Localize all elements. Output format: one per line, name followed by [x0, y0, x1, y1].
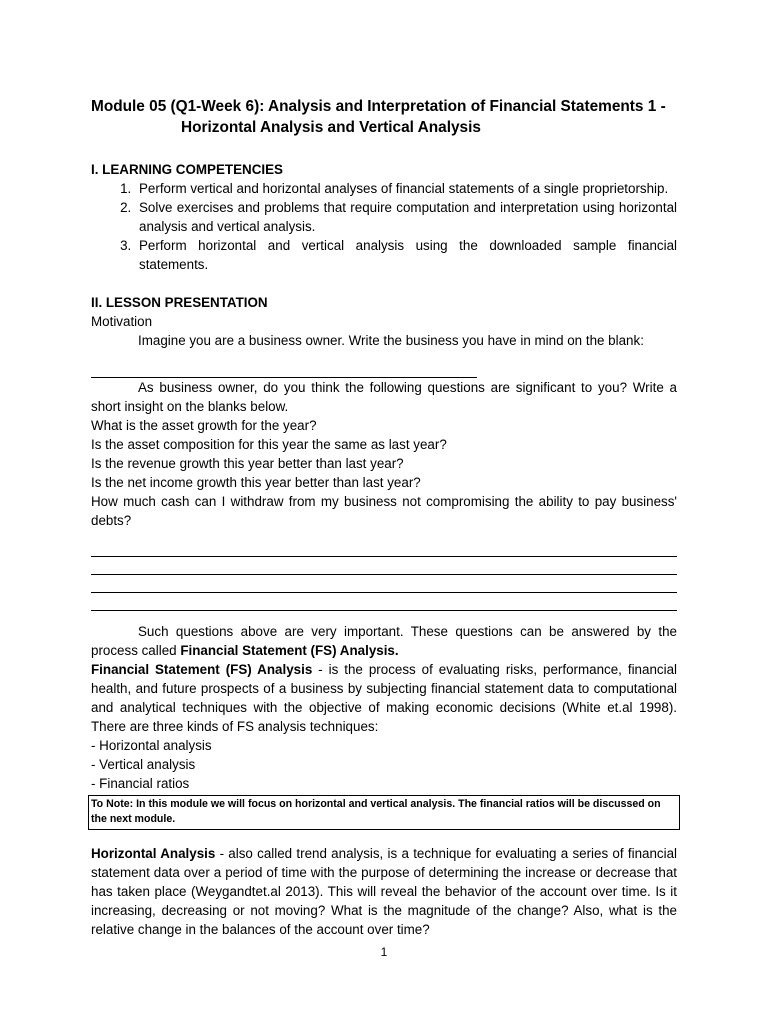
- fs-intro-bold: Financial Statement (FS) Analysis.: [180, 643, 399, 658]
- answer-line[interactable]: [91, 557, 677, 575]
- answer-line[interactable]: [91, 575, 677, 593]
- answer-line[interactable]: [91, 539, 677, 557]
- horizontal-analysis-text: - also called trend analysis, is a technique for evaluating a series of financial statement data over a period of time with the purpose of determining the increase or decrease that has taken place (Weygandtet.al 2013). This will reveal the behavior of the account over time. Is it increasing, decreasing or not moving? What is the magnitude of the change? Also, what is the relative change in the balances of the account over time?: [91, 846, 678, 937]
- fs-intro-text: Such questions above are very important. These questions can be answered by the process called: [91, 624, 677, 658]
- note-box: To Note: In this module we will focus on horizontal and vertical analysis. The financial ratios will be discussed on the next module.: [88, 795, 680, 830]
- title-line-1: Module 05 (Q1-Week 6): Analysis and Interpretation of Financial Statements 1 -: [91, 98, 666, 115]
- question-item: Is the net income growth this year better than last year?: [91, 475, 421, 490]
- technique-item: - Vertical analysis: [91, 757, 196, 772]
- answer-lines: [91, 539, 677, 611]
- fs-intro-paragraph: [91, 622, 677, 660]
- competencies-list: [91, 179, 677, 274]
- technique-item: - Financial ratios: [91, 776, 190, 791]
- list-item: 2. Solve exercises and problems that require computation and interpretation using horizontal analysis and vertical analysis.: [135, 198, 677, 236]
- fs-definition-text: - is the process of evaluating risks, performance, financial health, and future prospects of a business by subjecting financial statement data to computational and analytical techniques with the objective of making economic decisions (White et.al 1998). There are three kinds of FS analysis techniques:: [91, 662, 677, 734]
- fs-definition: [91, 660, 677, 736]
- title-line-2: Horizontal Analysis and Vertical Analysis: [181, 119, 481, 136]
- question-item: Is the revenue growth this year better than last year?: [91, 456, 404, 471]
- question-item: Is the asset composition for this year the same as last year?: [91, 437, 447, 452]
- imagine-paragraph: Imagine you are a business owner. Write the business you have in mind on the blank:: [138, 333, 644, 348]
- question-item: What is the asset growth for the year?: [91, 418, 317, 433]
- page-number: 1: [380, 945, 388, 959]
- list-item: 1. Perform vertical and horizontal analyses of financial statements of a single proprietorship.: [135, 179, 677, 198]
- module-title: [91, 96, 677, 138]
- technique-item: - Horizontal analysis: [91, 738, 212, 753]
- question-item: How much cash can I withdraw from my business not compromising the ability to pay business' debts?: [91, 494, 677, 528]
- as-owner-paragraph: As business owner, do you think the following questions are significant to you? Write a short insight on the blanks below.: [91, 380, 677, 414]
- motivation-label: Motivation: [91, 314, 153, 329]
- answer-line[interactable]: [91, 593, 677, 611]
- fs-definition-term: Financial Statement (FS) Analysis: [91, 662, 313, 677]
- section-heading-competencies: I. LEARNING COMPETENCIES: [91, 162, 283, 177]
- section-heading-lesson: II. LESSON PRESENTATION: [91, 295, 268, 310]
- list-item: 3. Perform horizontal and vertical analysis using the downloaded sample financial statements.: [135, 236, 677, 274]
- horizontal-analysis-term: Horizontal Analysis: [91, 846, 216, 861]
- horizontal-analysis-paragraph: [91, 844, 677, 939]
- document-body: [91, 96, 677, 939]
